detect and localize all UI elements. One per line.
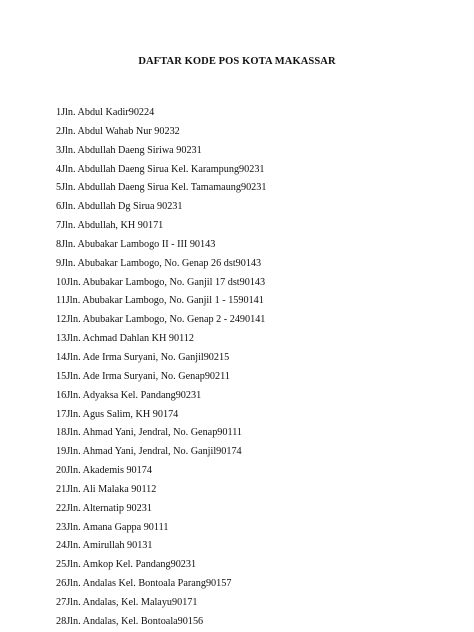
list-item: 23Jln. Amana Gappa 90111 [56,521,169,533]
list-item: 7Jln. Abdullah, KH 90171 [56,220,164,232]
list-item: 4Jln. Abdullah Daeng Sirua Kel. Karampung90231 [56,163,265,175]
list-item: 22Jln. Alternatip 90231 [56,502,152,514]
list-item: 1Jln. Abdul Kadir90224 [56,107,155,118]
list-item: 5Jln. Abdullah Daeng Sirua Kel. Tamamaung90231 [56,182,267,194]
list-item: 15Jln. Ade Irma Suryani, No. Genap90211 [56,370,230,382]
list-item: 14Jln. Ade Irma Suryani, No. Ganjil90215 [56,351,230,363]
list-item: 21Jln. Ali Malaka 90112 [56,483,157,495]
list-item: 2Jln. Abdul Wahab Nur 90232 [56,125,180,137]
postal-code-list [56,104,266,632]
list-item: 26Jln. Andalas Kel. Bontoala Parang90157 [56,578,232,590]
list-item: 12Jln. Abubakar Lambogo, No. Genap 2 - 2490141 [56,314,266,326]
list-item: 11Jln. Abubakar Lambogo, No. Ganjil 1 - 1590141 [56,295,264,307]
list-item: 28Jln. Andalas, Kel. Bontoala90156 [56,615,204,627]
list-item: 20Jln. Akademis 90174 [56,465,152,477]
list-item: 18Jln. Ahmad Yani, Jendral, No. Genap90111 [56,427,242,439]
list-item: 19Jln. Ahmad Yani, Jendral, No. Ganjil90174 [56,446,242,458]
list-item: 10Jln. Abubakar Lambogo, No. Ganjil 17 dst90143 [56,276,266,288]
list-item: 6Jln. Abdullah Dg Sirua 90231 [56,201,183,213]
list-item: 17Jln. Agus Salim, KH 90174 [56,408,179,420]
list-item: 8Jln. Abubakar Lambogo II - III 90143 [56,238,216,250]
list-item: 27Jln. Andalas, Kel. Malayu90171 [56,596,198,608]
document-title: DAFTAR KODE POS KOTA MAKASSAR [138,56,336,67]
list-item: 16Jln. Adyaksa Kel. Pandang90231 [56,389,202,401]
list-item: 3Jln. Abdullah Daeng Siriwa 90231 [56,144,202,156]
list-item: 24Jln. Amirullah 90131 [56,540,153,552]
list-item: 13Jln. Achmad Dahlan KH 90112 [56,333,194,345]
list-item: 9Jln. Abubakar Lambogo, No. Genap 26 dst90143 [56,257,262,269]
list-item: 25Jln. Amkop Kel. Pandang90231 [56,559,197,571]
